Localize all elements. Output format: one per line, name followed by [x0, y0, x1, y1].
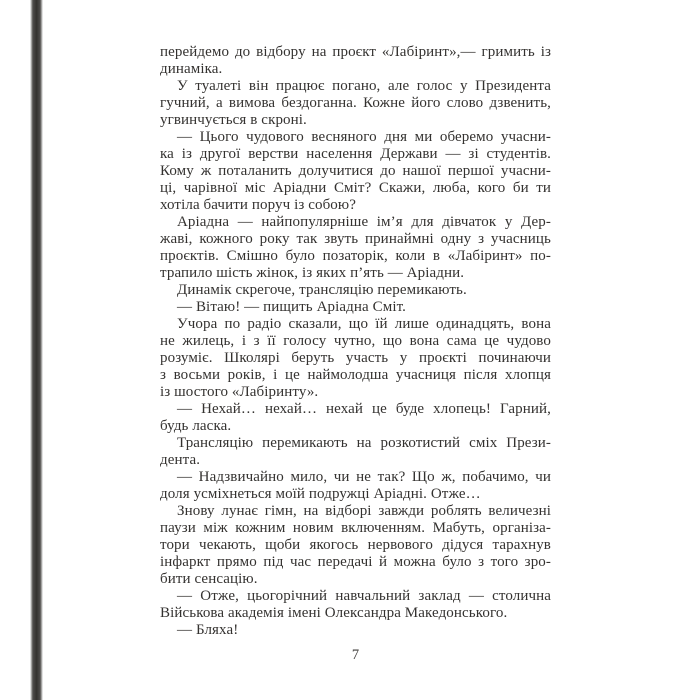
text-line: проєктів. Смішно було позаторік, коли в «Лабіринт» по-: [160, 248, 551, 264]
text-line: будь ласка.: [160, 418, 232, 434]
paragraph: [160, 129, 551, 214]
text-line: Динамік скрегоче, трансляцію перемикають.: [177, 282, 467, 298]
text-line: доля усміхнеться моїй подружці Аріадні. Отже…: [160, 486, 481, 502]
text-line: розуміє. Школярі беруть участь у проєкті починаючи: [160, 350, 551, 366]
text-line: із шостого «Лабіринту».: [160, 384, 319, 400]
page-number: 7: [351, 647, 360, 663]
text-line: — Цього чудового весняного дня ми оберемо учасни-: [177, 129, 551, 145]
paragraph: [160, 622, 551, 639]
text-line: трапило шість жінок, із яких п’ять — Аріадни.: [160, 265, 465, 281]
paragraph: [160, 316, 551, 401]
text-line: динаміка.: [160, 61, 223, 77]
page-gutter-shadow: [30, 0, 43, 700]
text-line: перейдемо до відбору на проєкт «Лабіринт»,— гримить із: [160, 44, 551, 60]
text-line: — Вітаю! — пищить Аріадна Сміт.: [177, 299, 406, 315]
text-line: не жилець, і з її голосу чутно, що вона сама це чудово: [160, 333, 551, 349]
text-line: ка із другої верстви населення Держави — зі студентів.: [160, 146, 551, 162]
text-line: угвинчується в скроні.: [160, 112, 307, 128]
text-line: гучний, а вимова бездоганна. Кожне його слово дзвенить,: [160, 95, 551, 111]
paragraph: [160, 282, 551, 299]
paragraph: [160, 78, 551, 129]
text-line: паузи між кожним новим включенням. Мабуть, організа-: [160, 520, 551, 536]
paragraph: [160, 503, 551, 588]
text-line: Знову лунає гімн, на відборі завжди роблять величезні: [177, 503, 551, 519]
paragraph: [160, 469, 551, 503]
text-line: У туалеті він працює погано, але голос у Президента: [177, 78, 551, 94]
text-line: тори чекають, щоби якогось нервового дідуся тарахнув: [160, 537, 551, 553]
paragraph: [160, 44, 551, 78]
text-line: — Надзвичайно мило, чи не так? Що ж, побачимо, чи: [177, 469, 551, 485]
paragraph: [160, 435, 551, 469]
paragraph: [160, 588, 551, 622]
text-line: хотіла бачити поруч із собою?: [160, 197, 356, 213]
text-line: жаві, кожного року так звуть принаймні одну з учасниць: [160, 231, 551, 247]
page-text: [160, 44, 551, 639]
text-line: бити сенсацію.: [160, 571, 258, 587]
text-line: Військова академія імені Олександра Македонського.: [160, 605, 508, 621]
text-line: Трансляцію перемикають на розкотистий сміх Прези-: [177, 435, 551, 451]
text-line: Кому ж поталанить долучитися до нашої першої учасни-: [160, 163, 551, 179]
text-line: ці, чарівної міс Аріадни Сміт? Скажи, люба, кого би ти: [160, 180, 551, 196]
paragraph: [160, 214, 551, 282]
text-line: Учора по радіо сказали, що їй лише одинадцять, вона: [177, 316, 551, 332]
text-line: — Отже, цьогорічний навчальний заклад — столична: [177, 588, 551, 604]
text-line: інфаркт прямо під час передачі й можна було з того зро-: [160, 554, 551, 570]
paragraph: [160, 299, 551, 316]
text-line: з восьми років, і це наймолодша учасниця після хлопця: [160, 367, 551, 383]
text-line: — Нехай… нехай… нехай це буде хлопець! Гарний,: [177, 401, 551, 417]
text-line: Аріадна — найпопулярніше ім’я для дівчаток у Дер-: [177, 214, 551, 230]
paragraph: [160, 401, 551, 435]
text-line: — Бляха!: [177, 622, 239, 638]
text-line: дента.: [160, 452, 201, 468]
